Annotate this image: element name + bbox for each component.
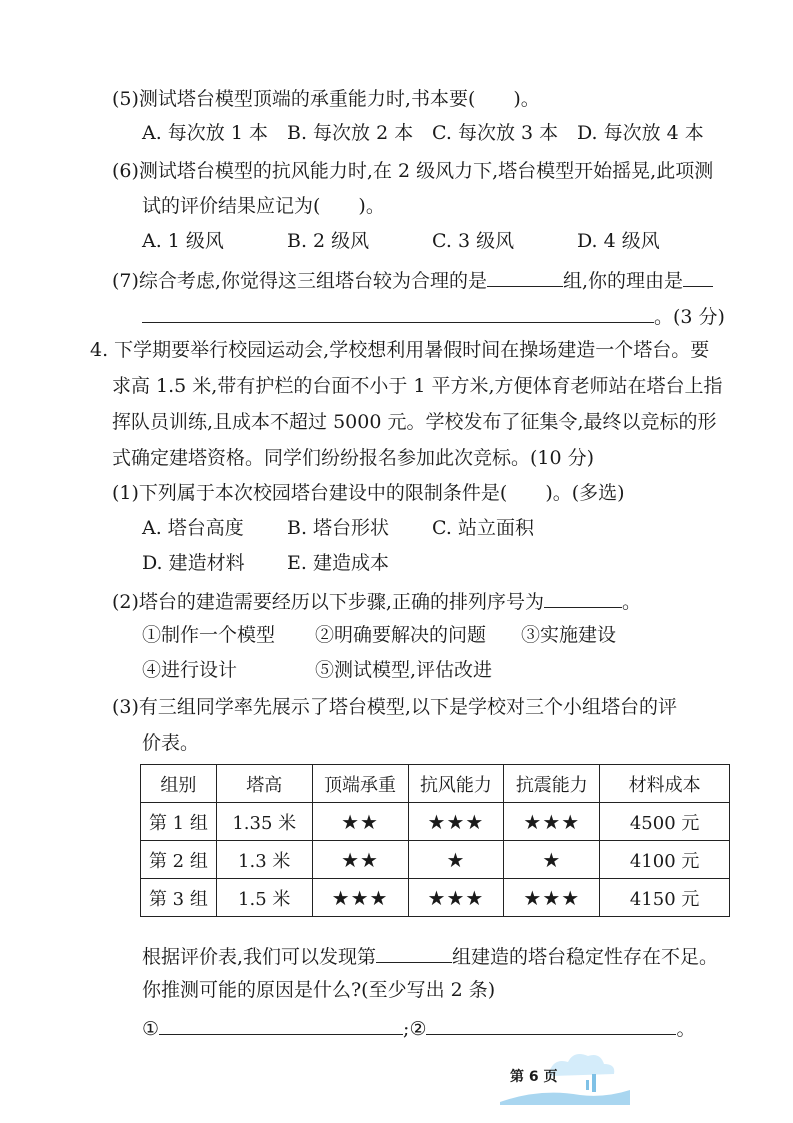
s1-option-e[interactable]: E. 建造成本 <box>287 552 389 574</box>
table-cell: 4500 元 <box>600 803 730 841</box>
q4-line3: 挥队员训练,且成本不超过 5000 元。学校发布了征集令,最终以竞标的形 <box>112 411 717 433</box>
s2-stem <box>112 587 641 615</box>
q5-stem: (5)测试塔台模型顶端的承重能力时,书本要( )。 <box>112 88 540 110</box>
table-header: 材料成本 <box>600 765 730 803</box>
s3-circle-2: ;② <box>403 1018 427 1040</box>
s3-after-a: 根据评价表,我们可以发现第 <box>142 946 377 968</box>
q6-option-b[interactable]: B. 2 级风 <box>287 230 370 252</box>
table-row <box>141 803 730 841</box>
q7-stem-b: 组,你的理由是 <box>562 270 684 292</box>
s1-stem: (1)下列属于本次校园塔台建设中的限制条件是( )。(多选) <box>112 482 625 504</box>
q6-option-c[interactable]: C. 3 级风 <box>432 230 515 252</box>
table-header: 抗风能力 <box>408 765 504 803</box>
q4-line4: 式确定建塔资格。同学们纷纷报名参加此次竞标。(10 分) <box>112 447 595 469</box>
star-rating: ★★ <box>312 841 408 879</box>
s2-step-3: ③实施建设 <box>521 624 617 646</box>
table-cell: 第 1 组 <box>141 803 217 841</box>
evaluation-table <box>140 764 730 917</box>
table-header: 组别 <box>141 765 217 803</box>
table-cell: 4100 元 <box>600 841 730 879</box>
star-rating: ★★★ <box>408 879 504 917</box>
table-row <box>141 841 730 879</box>
s3-line2: 价表。 <box>142 732 200 754</box>
s3-after-b: 组建造的塔台稳定性存在不足。 <box>452 946 719 968</box>
table-header-row <box>141 765 730 803</box>
q6-stem-line1: (6)测试塔台模型的抗风能力时,在 2 级风力下,塔台模型开始摇晃,此项测 <box>112 160 714 182</box>
table-cell: 1.3 米 <box>216 841 312 879</box>
star-rating: ★★★ <box>504 803 600 841</box>
s1-option-d[interactable]: D. 建造材料 <box>142 552 245 574</box>
q4-line2: 求高 1.5 米,带有护栏的台面不小于 1 平方米,方便体育老师站在塔台上指 <box>112 375 723 397</box>
s2-step-1: ①制作一个模型 <box>142 624 276 646</box>
s3-end: 。 <box>676 1018 696 1040</box>
table-cell: 4150 元 <box>600 879 730 917</box>
s3-reason-blank-1[interactable] <box>159 1014 403 1035</box>
table-cell: 1.5 米 <box>216 879 312 917</box>
s1-option-c[interactable]: C. 站立面积 <box>432 517 534 539</box>
table-header: 顶端承重 <box>312 765 408 803</box>
s2-stem-b: 。 <box>621 591 641 613</box>
s2-step-5: ⑤测试模型,评估改进 <box>315 659 493 681</box>
s3-circle-1: ① <box>142 1018 160 1040</box>
s3-after-line1 <box>142 942 718 970</box>
table-cell: 1.35 米 <box>216 803 312 841</box>
s2-order-blank[interactable] <box>544 587 622 608</box>
q7-reason-blank[interactable] <box>142 302 654 323</box>
star-rating: ★★★ <box>408 803 504 841</box>
q5-option-a[interactable]: A. 每次放 1 本 <box>142 122 268 144</box>
q7-group-blank[interactable] <box>487 266 563 287</box>
q5-option-b[interactable]: B. 每次放 2 本 <box>287 122 414 144</box>
s3-after-line2: 你推测可能的原因是什么?(至少写出 2 条) <box>142 979 496 1001</box>
table-header: 塔高 <box>216 765 312 803</box>
q7-stem-a: (7)综合考虑,你觉得这三组塔台较为合理的是 <box>112 270 487 292</box>
q6-option-d[interactable]: D. 4 级风 <box>577 230 660 252</box>
table-header: 抗震能力 <box>504 765 600 803</box>
s1-option-b[interactable]: B. 塔台形状 <box>287 517 390 539</box>
s2-step-2: ②明确要解决的问题 <box>315 624 487 646</box>
q7-end: 。(3 分) <box>654 306 725 328</box>
star-rating: ★ <box>504 841 600 879</box>
table-row <box>141 879 730 917</box>
s3-answer-line <box>142 1014 696 1042</box>
q7-stem <box>112 266 713 294</box>
table-cell: 第 2 组 <box>141 841 217 879</box>
s1-option-a[interactable]: A. 塔台高度 <box>142 517 244 539</box>
s3-group-blank[interactable] <box>376 942 452 963</box>
q4-line1: 4. 下学期要举行校园运动会,学校想利用暑假时间在操场建造一个塔台。要 <box>90 339 710 361</box>
star-rating: ★★★ <box>312 879 408 917</box>
s3-reason-blank-2[interactable] <box>426 1014 676 1035</box>
q7-reason-blank-start[interactable] <box>683 266 713 287</box>
q5-option-d[interactable]: D. 每次放 4 本 <box>577 122 704 144</box>
s2-step-4: ④进行设计 <box>142 659 238 681</box>
star-rating: ★ <box>408 841 504 879</box>
q6-stem-line2: 试的评价结果应记为( )。 <box>142 195 385 217</box>
q5-option-c[interactable]: C. 每次放 3 本 <box>432 122 559 144</box>
page-number: 第 6 页 <box>510 1069 558 1085</box>
star-rating: ★★★ <box>504 879 600 917</box>
q6-option-a[interactable]: A. 1 级风 <box>142 230 224 252</box>
s2-stem-a: (2)塔台的建造需要经历以下步骤,正确的排列序号为 <box>112 591 544 613</box>
s3-line1: (3)有三组同学率先展示了塔台模型,以下是学校对三个小组塔台的评 <box>112 696 677 718</box>
star-rating: ★★ <box>312 803 408 841</box>
q7-reason-line <box>142 302 725 330</box>
table-cell: 第 3 组 <box>141 879 217 917</box>
